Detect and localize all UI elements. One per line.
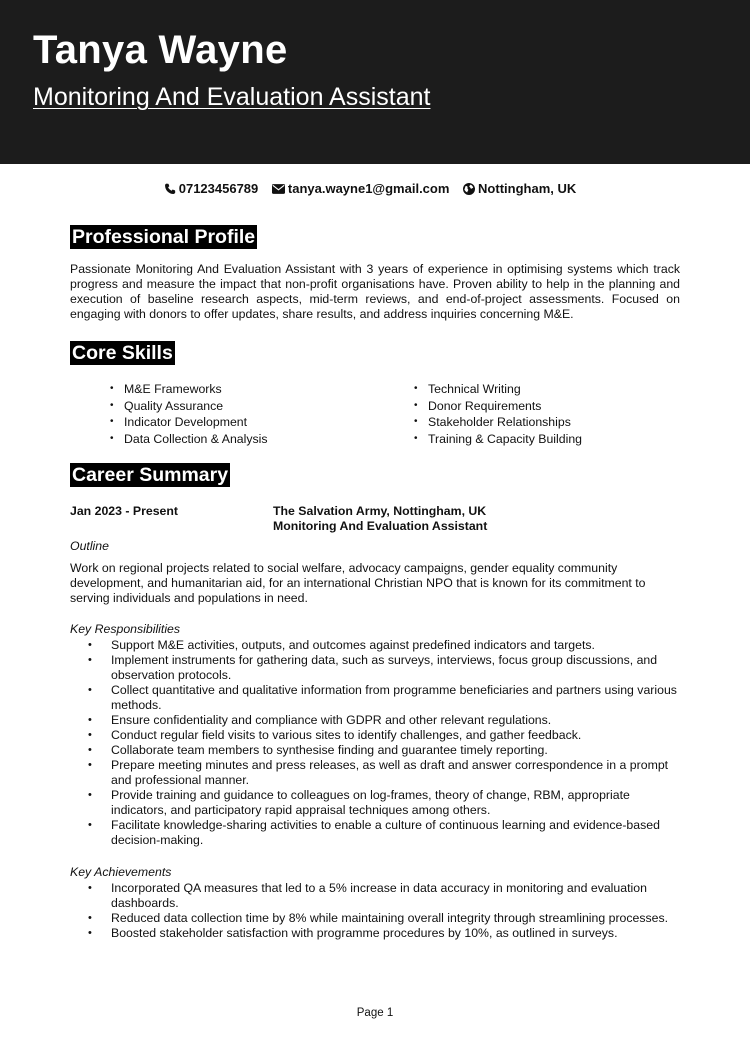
achievements-list (70, 881, 682, 941)
responsibility-item: • Support M&E activities, outputs, and outcomes against predefined indicators and targets. (70, 638, 682, 653)
phone-number: 07123456789 (178, 181, 259, 196)
responsibility-item: • Provide training and guidance to colleagues on log-frames, theory of change, RBM, appropriate indicators, and participatory rapid appraisal techniques among others. (70, 788, 682, 818)
profile-heading: Professional Profile (72, 226, 256, 248)
skill-item: • Quality Assurance (110, 398, 268, 415)
responsibilities-label: Key Responsibilities (70, 622, 181, 636)
skills-list-right (414, 381, 582, 447)
job-title: Monitoring And Evaluation Assistant (33, 83, 431, 111)
responsibility-item: • Ensure confidentiality and compliance with GDPR and other relevant regulations. (70, 713, 682, 728)
skill-item: • Technical Writing (414, 381, 582, 398)
contact-location (463, 180, 576, 198)
profile-text: Passionate Monitoring And Evaluation Assistant with 3 years of experience in optimising systems which track progress and measure the impact that non-profit organisations have. Proven ability to help in the planning and execution of baseline research aspects, mid-term reviews, and end-of-project assessments. Focused on engaging with donors to offer updates, share results, and address inquiries concerning M&E. (70, 262, 680, 321)
contact-email (272, 180, 450, 198)
skills-list-left (110, 381, 268, 447)
skill-item: • M&E Frameworks (110, 381, 268, 398)
responsibilities-list (70, 638, 682, 848)
outline-text: Work on regional projects related to social welfare, advocacy campaigns, gender equality community development, and humanitarian aid, for an international Christian NPO that is known for its commitment to serving individuals and populations in need. (70, 561, 646, 605)
responsibility-item: • Collaborate team members to synthesise finding and guarantee timely reporting. (70, 743, 682, 758)
phone-icon (164, 183, 176, 195)
responsibility-item: • Collect quantitative and qualitative information from programme beneficiaries and partners using various methods. (70, 683, 682, 713)
location-text: Nottingham, UK (478, 181, 577, 196)
page-number: Page 1 (356, 1007, 394, 1019)
achievement-item: • Incorporated QA measures that led to a 5% increase in data accuracy in monitoring and evaluation dashboards. (70, 881, 682, 911)
header-banner (0, 0, 750, 164)
skill-item: • Donor Requirements (414, 398, 582, 415)
skill-item: • Stakeholder Relationships (414, 414, 582, 431)
outline-label: Outline (70, 539, 109, 553)
role-position: Monitoring And Evaluation Assistant (273, 519, 488, 533)
skills-heading: Core Skills (72, 342, 173, 364)
responsibility-item: • Implement instruments for gathering data, such as surveys, interviews, focus group discussions, and observation protocols. (70, 653, 682, 683)
achievements-label: Key Achievements (70, 865, 172, 879)
envelope-icon (272, 183, 285, 195)
contact-bar (0, 180, 740, 198)
globe-icon (463, 183, 475, 195)
candidate-name: Tanya Wayne (33, 28, 288, 72)
skill-item: • Training & Capacity Building (414, 431, 582, 448)
responsibility-item: • Facilitate knowledge-sharing activities to enable a culture of continuous learning and evidence-based decision-making. (70, 818, 682, 848)
role-employer-block (273, 504, 487, 534)
achievement-item: • Reduced data collection time by 8% while maintaining overall integrity through streamlining processes. (70, 911, 682, 926)
skill-item: • Data Collection & Analysis (110, 431, 268, 448)
achievement-item: • Boosted stakeholder satisfaction with programme procedures by 10%, as outlined in surveys. (70, 926, 682, 941)
role-date: Jan 2023 - Present (70, 504, 179, 518)
employer-name: The Salvation Army, Nottingham, UK (273, 504, 487, 518)
career-heading: Career Summary (72, 464, 229, 486)
contact-phone (164, 180, 259, 198)
skill-item: • Indicator Development (110, 414, 268, 431)
email-address: tanya.wayne1@gmail.com (287, 181, 450, 196)
responsibility-item: • Prepare meeting minutes and press releases, as well as draft and answer correspondence in a prompt and professional manner. (70, 758, 682, 788)
responsibility-item: • Conduct regular field visits to various sites to identify challenges, and gather feedback. (70, 728, 682, 743)
